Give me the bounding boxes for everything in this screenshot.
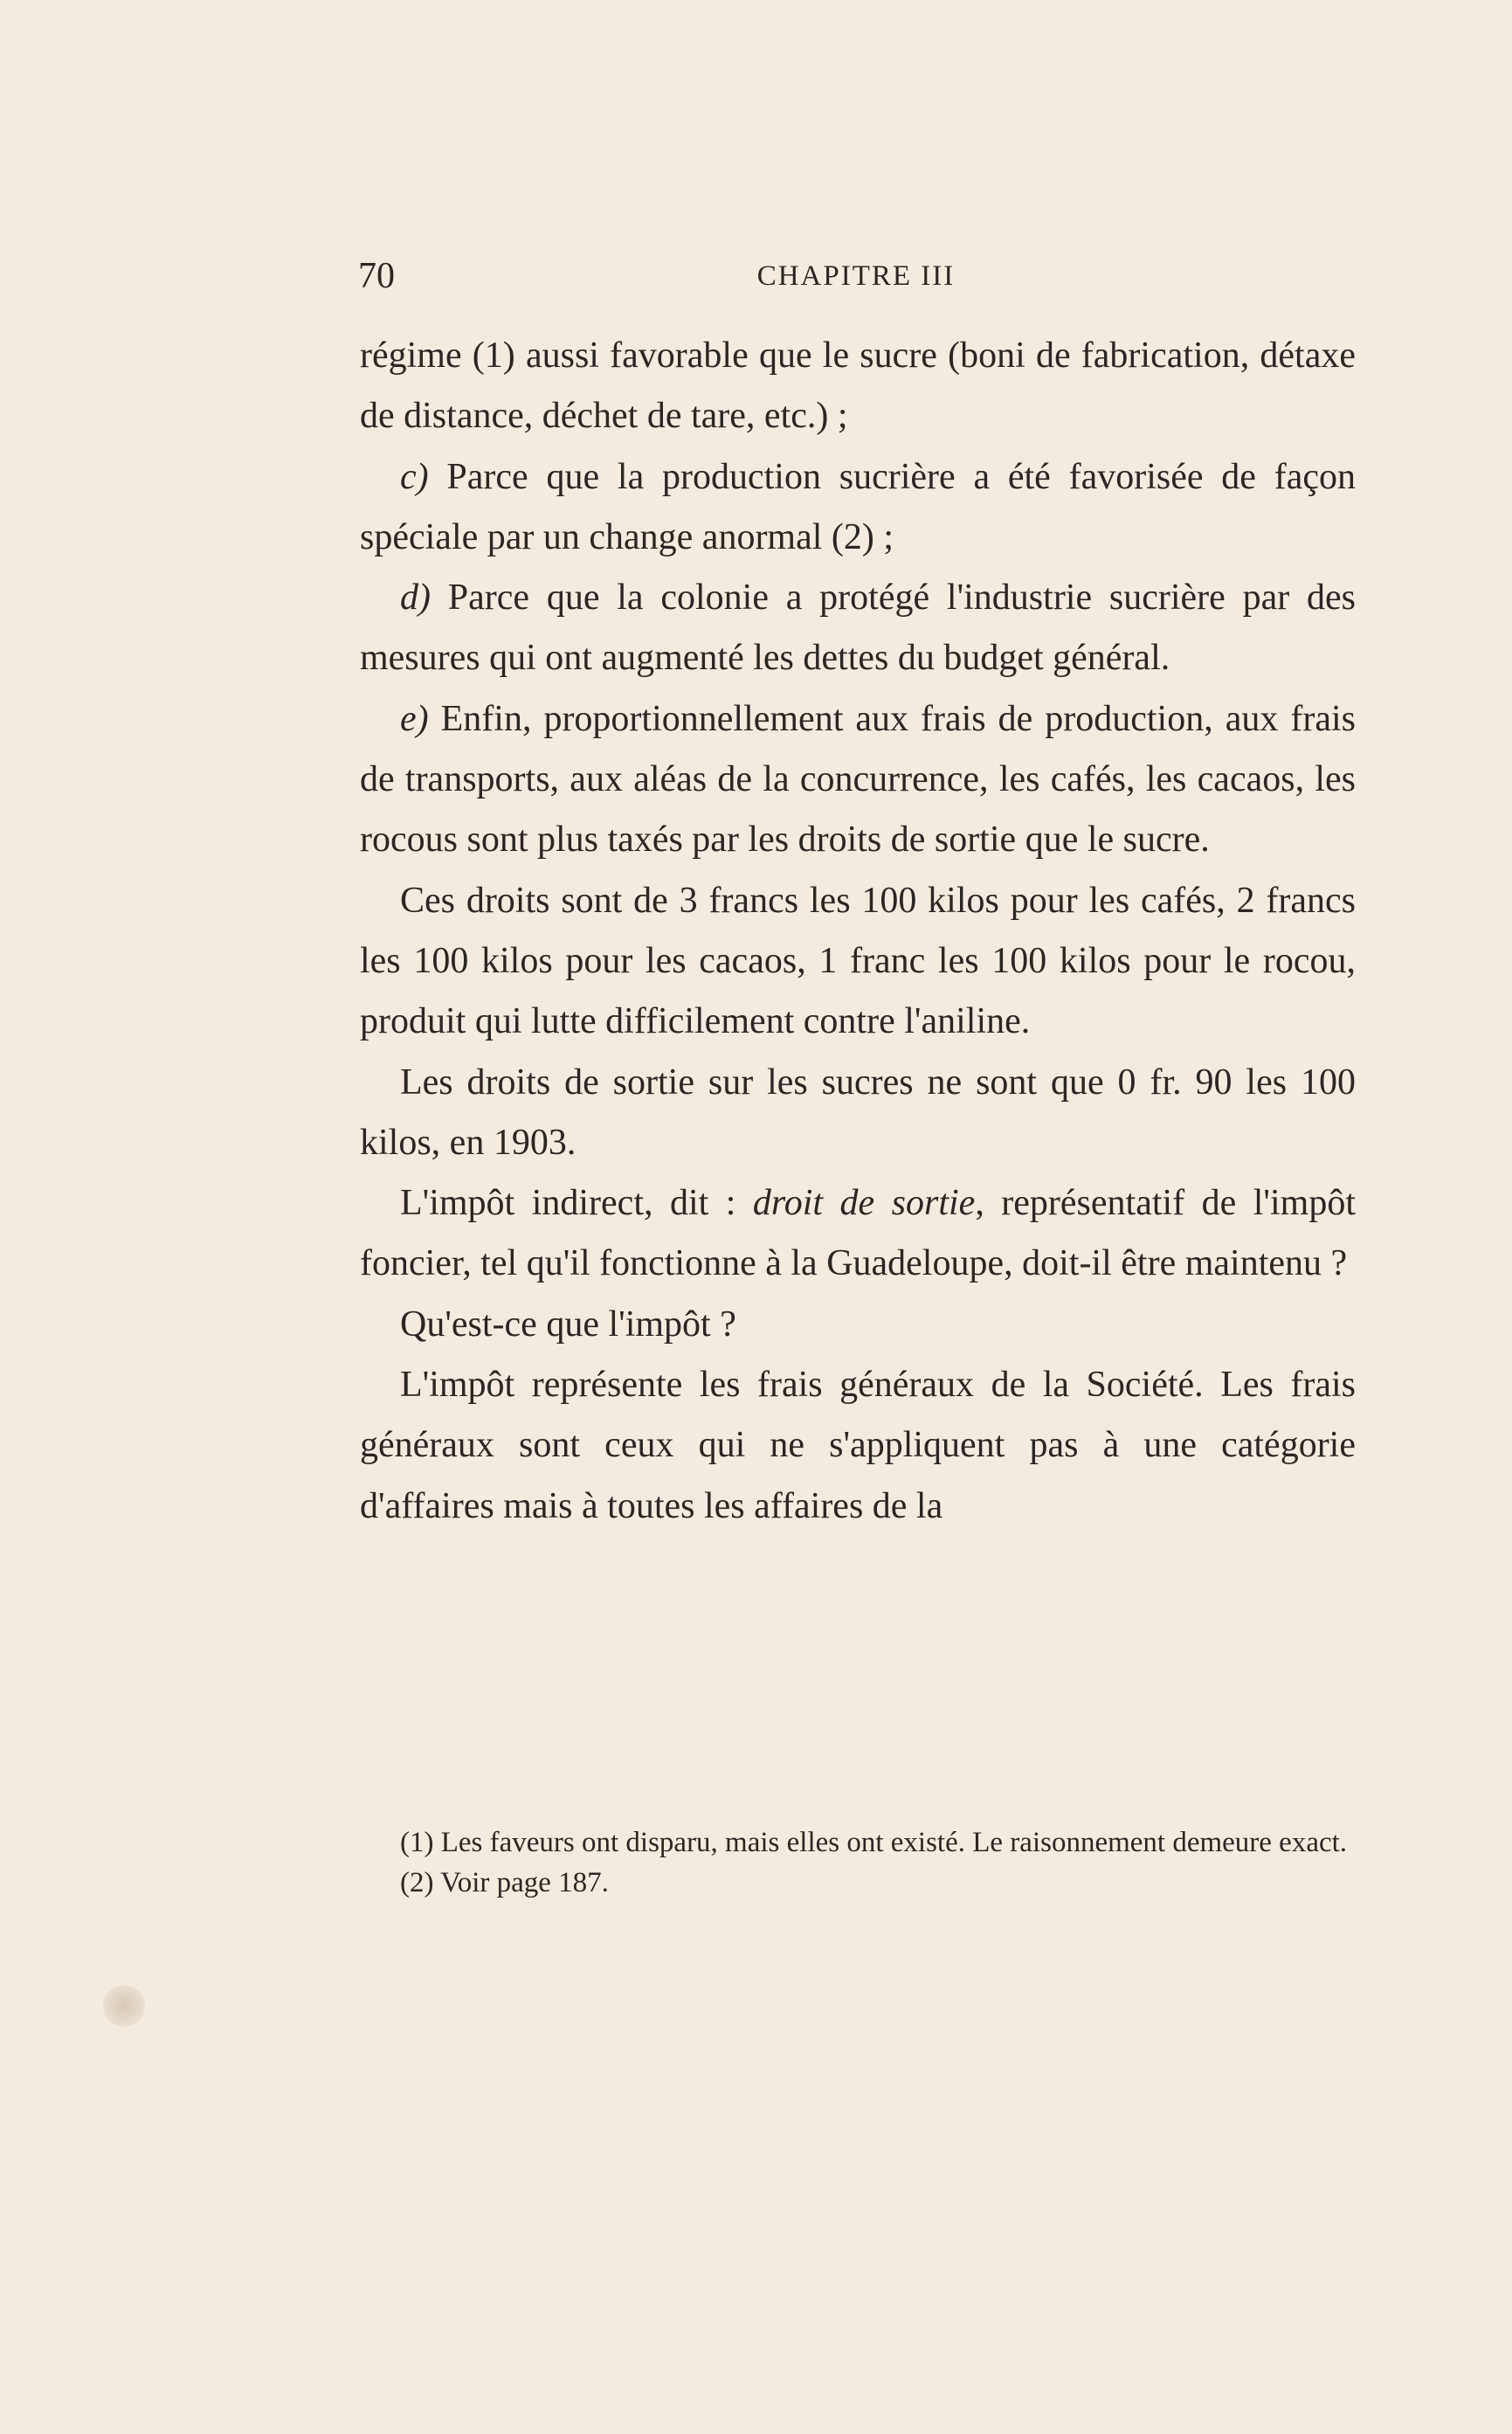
paragraph-question: [360, 1295, 1356, 1355]
body-text: [360, 326, 1356, 1537]
paragraph-frais-generaux: [360, 1355, 1356, 1537]
paragraph-d: [360, 568, 1356, 689]
paragraph-text: Qu'est-ce que l'impôt ?: [400, 1303, 736, 1345]
paragraph-text: Parce que la colonie a protégé l'industrie sucrière par des mesures qui ont augmenté les dettes du budget général.: [360, 577, 1356, 679]
paragraph-sucres: [360, 1053, 1356, 1174]
paragraph-text: Ces droits sont de 3 francs les 100 kilos pour les cafés, 2 francs les 100 kilos pour les cacaos, 1 franc les 100 kilos pour le rocou, produit qui lutte difficilement contre l'aniline.: [360, 880, 1356, 1042]
paragraph-continuation: [360, 326, 1356, 447]
paragraph-c: [360, 447, 1356, 569]
paragraph-text: Parce que la production sucrière a été favorisée de façon spéciale par un change anormal (2) ;: [360, 456, 1356, 557]
paragraph-text: Les droits de sortie sur les sucres ne sont que 0 fr. 90 les 100 kilos, en 1903.: [360, 1061, 1356, 1163]
paragraph-droits: [360, 871, 1356, 1053]
list-label: d): [400, 577, 431, 619]
page-number: 70: [358, 256, 395, 296]
paragraph-text: régime (1) aussi favorable que le sucre (boni de fabrication, détaxe de distance, déchet de tare, etc.) ;: [360, 335, 1356, 437]
footnote-1: (1) Les faveurs ont disparu, mais elles ont existé. Le raisonnement demeure exact.: [400, 1827, 1348, 1858]
emphasis-text: droit de sortie: [752, 1183, 976, 1224]
running-head: [358, 250, 1354, 302]
paragraph-text: L'impôt indirect, dit :: [400, 1183, 753, 1224]
paragraph-text: L'impôt représente les frais généraux de la Société. Les frais généraux sont ceux qui ne s'appliquent pas à une catégorie d'affaires mais à toutes les affaires de la: [360, 1365, 1356, 1526]
paragraph-text: , représentatif de l'impôt foncier, tel qu'il fonctionne à la Guadeloupe, doit-il être maintenu ?: [360, 1183, 1357, 1284]
footnotes: [360, 1822, 1356, 1903]
paragraph-text: Enfin, proportionnellement aux frais de production, aux frais de transports, aux aléas de la concurrence, les cafés, les cacaos, les rocous sont plus taxés par les droits de sortie que le sucre.: [360, 698, 1356, 861]
list-label: e): [400, 698, 429, 739]
paragraph-e: [360, 689, 1356, 871]
list-label: c): [400, 456, 429, 497]
paragraph-impot-indirect: [360, 1173, 1356, 1295]
paper-smudge: [103, 1985, 145, 2027]
footnote-2: (2) Voir page 187.: [400, 1867, 609, 1898]
chapter-title: CHAPITRE III: [756, 260, 956, 292]
